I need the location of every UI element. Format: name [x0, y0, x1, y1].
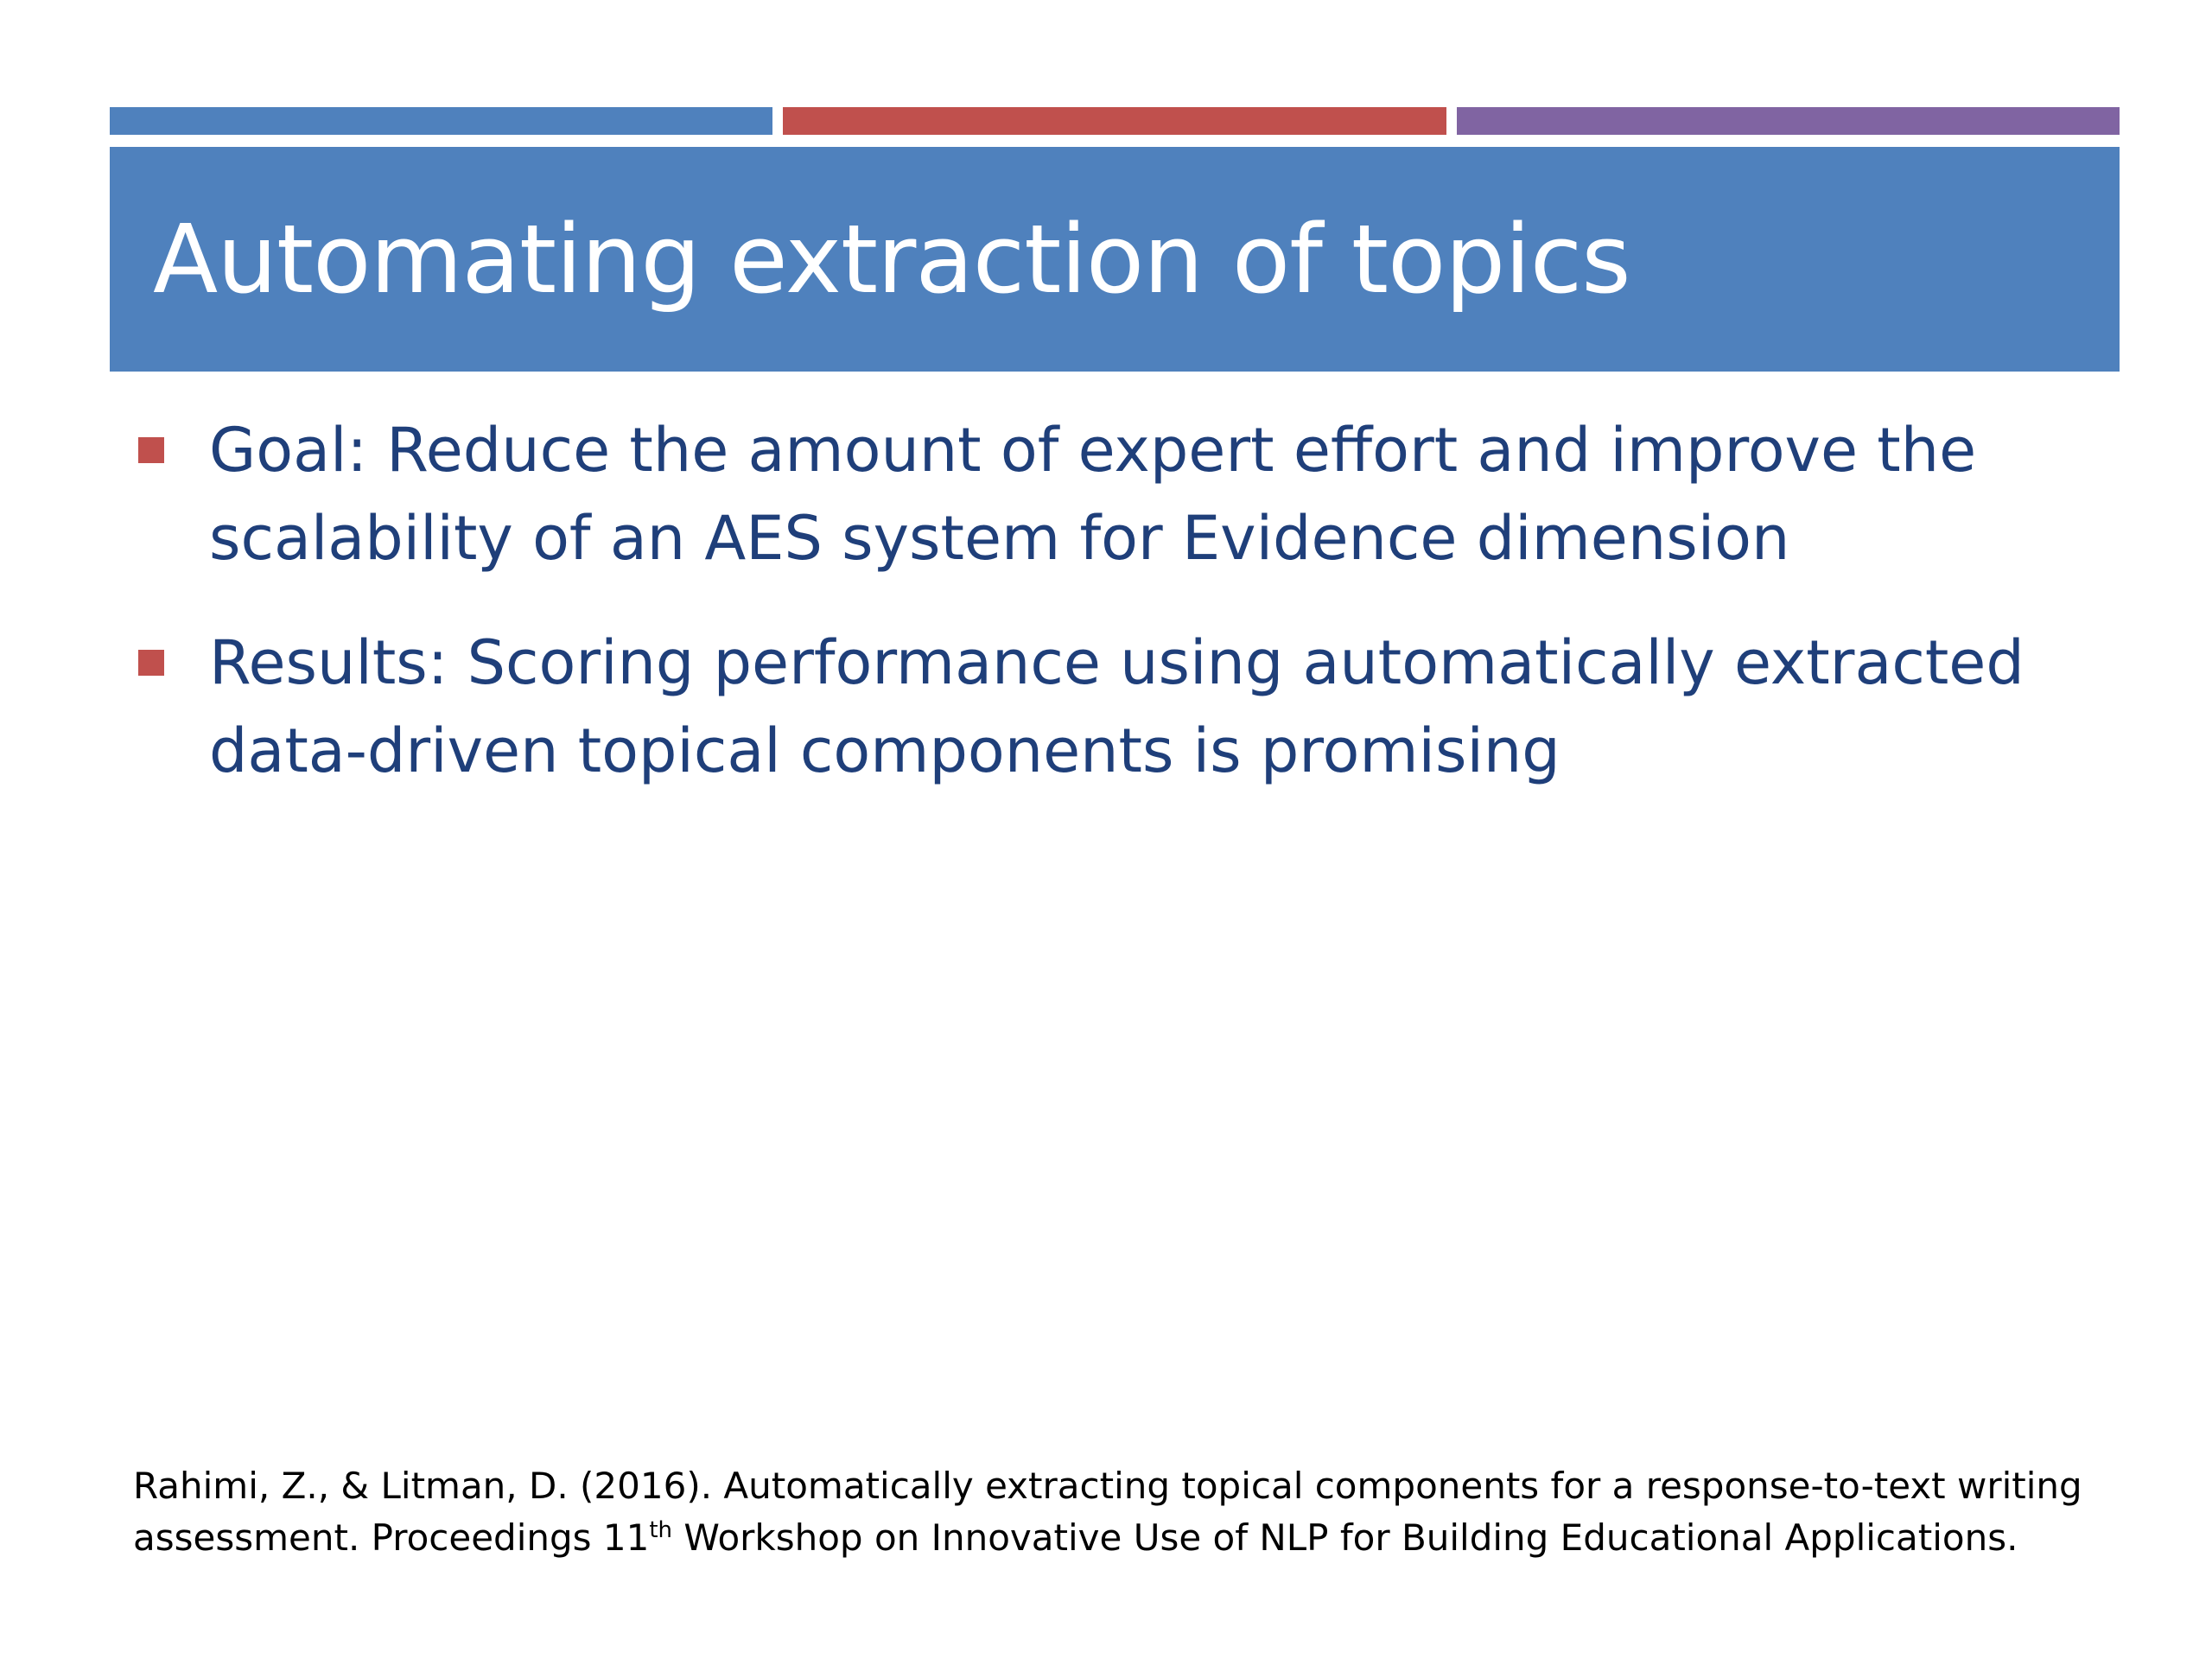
accent-bar-blue — [110, 107, 772, 135]
slide-title: Automating extraction of topics — [153, 204, 1630, 315]
accent-bar-purple — [1457, 107, 2120, 135]
citation-superscript: th — [649, 1517, 673, 1543]
bullet-text-goal: Goal: Reduce the amount of expert effort and improve the scalability of an AES system for Evidence dimension — [209, 415, 1977, 574]
citation-text-main: Rahimi, Z., & Litman, D. (2016). Automatically extracting topical components for a response-to-text writing assessment. Proceedings 11 — [133, 1465, 2082, 1559]
bullet-item-results — [138, 619, 2074, 795]
title-band — [110, 147, 2120, 372]
bullet-item-goal — [138, 406, 2074, 582]
bullet-list — [138, 406, 2074, 831]
square-bullet-icon — [138, 437, 164, 463]
citation — [133, 1460, 2120, 1564]
bullet-text-results: Results: Scoring performance using automatically extracted data-driven topical components is promising — [209, 627, 2024, 786]
citation-text-tail: Workshop on Innovative Use of NLP for Building Educational Applications. — [672, 1516, 2018, 1559]
square-bullet-icon — [138, 650, 164, 676]
accent-bar-red — [783, 107, 1446, 135]
